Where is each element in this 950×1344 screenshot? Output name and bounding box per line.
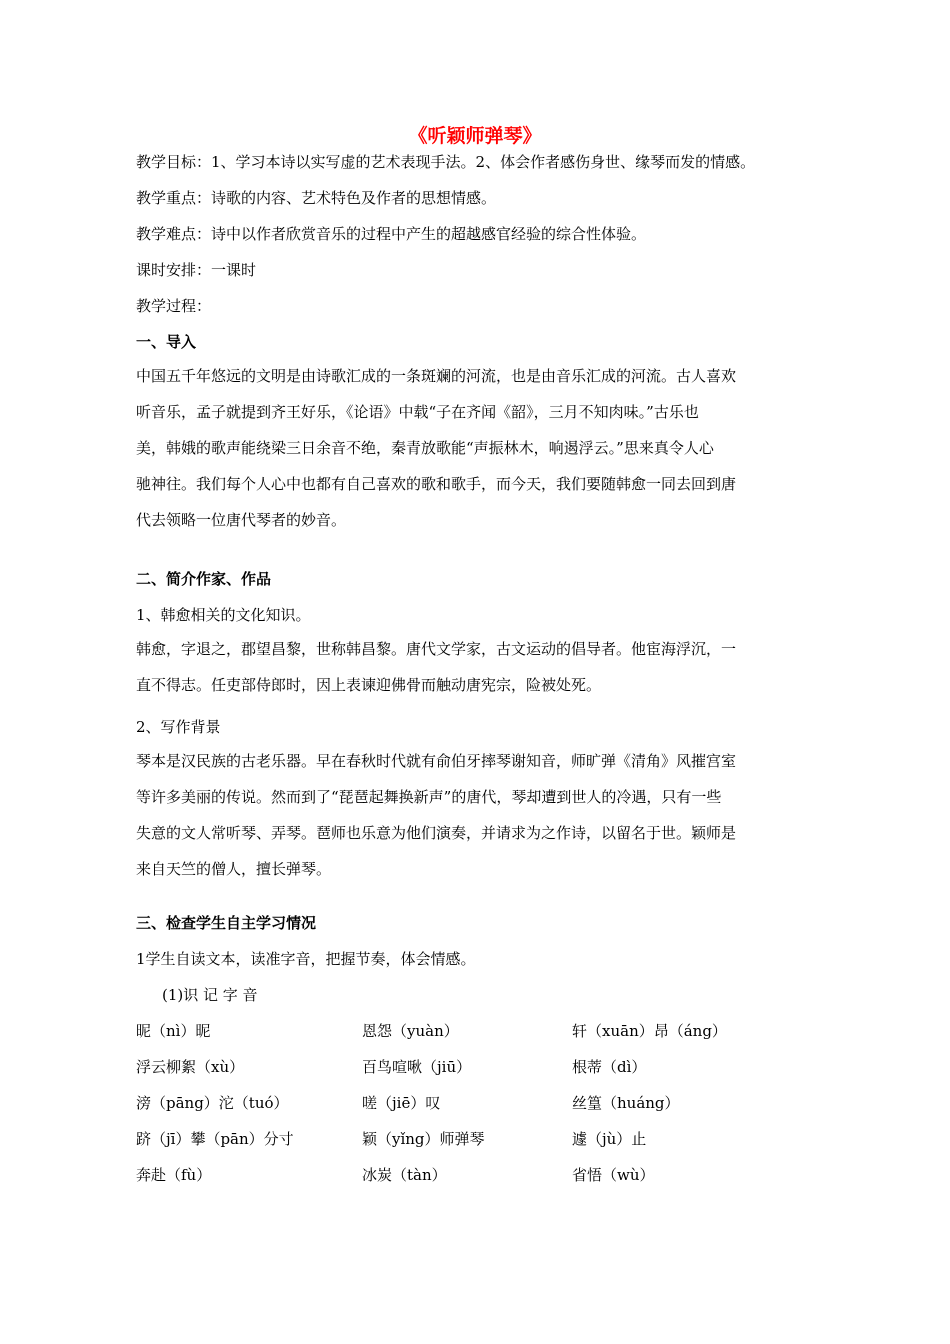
- table-cell: 浮云柳絮（xù）: [136, 1058, 245, 1076]
- paragraph-line: 代去领略一位唐代琴者的妙音。: [136, 511, 347, 529]
- section-2-sub2-paragraph: [136, 743, 816, 887]
- paragraph-line: 直不得志。任吏部侍郎时，因上表谏迎佛骨而触动唐宪宗，险被处死。: [136, 676, 602, 694]
- table-cell: 根蒂（dì）: [572, 1058, 647, 1076]
- teaching-key-points: 教学重点：诗歌的内容、艺术特色及作者的思想情感。: [136, 189, 497, 207]
- section-3-intro: 1学生自读文本，读准字音，把握节奏，体会情感。: [136, 950, 476, 968]
- table-cell: 省悟（wù）: [572, 1166, 655, 1184]
- document-title: 《听颖师弹琴》: [408, 125, 542, 147]
- table-cell: 滂（pāng）沱（tuó）: [136, 1094, 289, 1112]
- paragraph-line: 听音乐，孟子就提到齐王好乐，《论语》中载“子在齐闻《韶》，三月不知肉味。”古乐也: [136, 403, 699, 421]
- section-2-sub1-paragraph: [136, 631, 816, 703]
- section-3-sub: (1)识 记 字 音: [162, 986, 258, 1004]
- process-label: 教学过程：: [136, 297, 212, 315]
- table-cell: 颖（yǐng）师弹琴: [362, 1130, 485, 1148]
- section-1-paragraph: [136, 358, 816, 538]
- paragraph-line: 来自天竺的僧人，擅长弹琴。: [136, 860, 332, 878]
- table-cell: 遽（jù）止: [572, 1130, 647, 1148]
- table-cell: 跻（jī）攀（pān）分寸: [136, 1130, 294, 1148]
- paragraph-line: 美，韩娥的歌声能绕梁三日余音不绝，秦青放歌能“声振林木，响遏浮云。”思来真令人心: [136, 439, 714, 457]
- section-1-heading: 一、导入: [136, 333, 197, 351]
- table-cell: 轩（xuān）昂（áng）: [572, 1022, 727, 1040]
- class-schedule: 课时安排：一课时: [136, 261, 257, 279]
- table-cell: 丝篁（huáng）: [572, 1094, 680, 1112]
- paragraph-line: 韩愈，字退之，郡望昌黎，世称韩昌黎。唐代文学家，古文运动的倡导者。他宦海浮沉，一: [136, 640, 737, 658]
- table-cell: 百鸟喧啾（jiū）: [362, 1058, 472, 1076]
- teaching-difficulties: 教学难点：诗中以作者欣赏音乐的过程中产生的超越感官经验的综合性体验。: [136, 225, 647, 243]
- table-cell: 昵（nì）昵: [136, 1022, 211, 1040]
- table-cell: 恩怨（yuàn）: [362, 1022, 459, 1040]
- paragraph-line: 中国五千年悠远的文明是由诗歌汇成的一条斑斓的河流，也是由音乐汇成的河流。古人喜欢: [136, 367, 737, 385]
- section-2-sub2: 2、写作背景: [136, 718, 221, 736]
- paragraph-line: 失意的文人常听琴、弄琴。琶师也乐意为他们演奏，并请求为之作诗，以留名于世。颖师是: [136, 824, 737, 842]
- teaching-goals: 教学目标：1、学习本诗以实写虚的艺术表现手法。2、体会作者感伤身世、缘琴而发的情感。: [136, 153, 756, 171]
- paragraph-line: 等许多美丽的传说。然而到了“琵琶起舞换新声”的唐代，琴却遭到世人的冷遇，只有一些: [136, 788, 722, 806]
- table-cell: 奔赴（fù）: [136, 1166, 212, 1184]
- paragraph-line: 驰神往。我们每个人心中也都有自己喜欢的歌和歌手，而今天，我们要随韩愈一同去回到唐: [136, 475, 737, 493]
- paragraph-line: 琴本是汉民族的古老乐器。早在春秋时代就有俞伯牙摔琴谢知音，师旷弹《清角》风摧宫室: [136, 752, 737, 770]
- section-2-heading: 二、简介作家、作品: [136, 570, 272, 588]
- section-2-sub1: 1、韩愈相关的文化知识。: [136, 606, 311, 624]
- table-cell: 冰炭（tàn）: [362, 1166, 447, 1184]
- table-cell: 嗟（jiē）叹: [362, 1094, 441, 1112]
- section-3-heading: 三、检查学生自主学习情况: [136, 914, 317, 932]
